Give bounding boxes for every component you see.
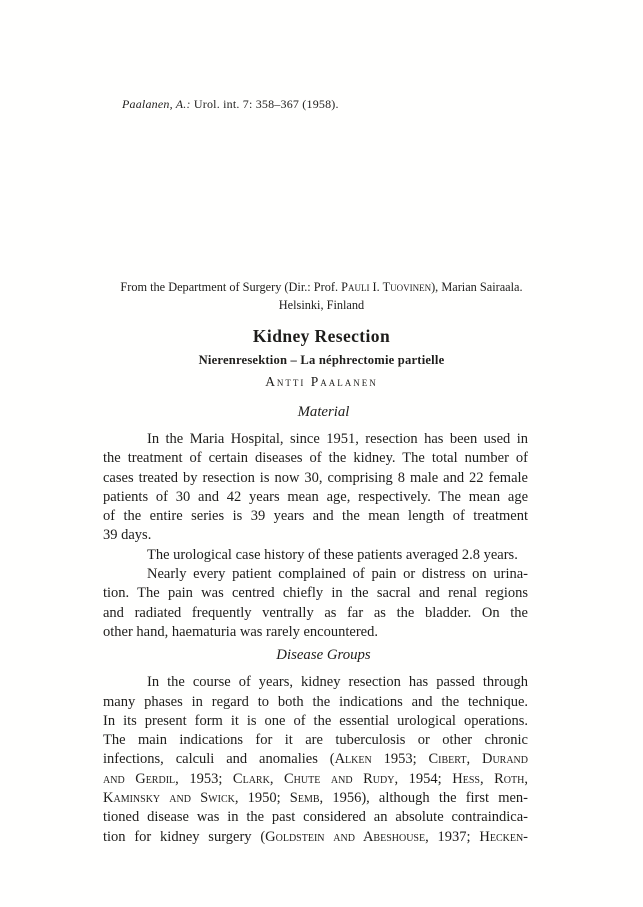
author-name: Antti Paalanen — [265, 374, 378, 389]
text-line — [103, 712, 528, 731]
article-title: Kidney Resection — [252, 326, 391, 346]
text-line — [103, 673, 528, 692]
text-run: Nearly every patient complained of pain or distress on urina- — [147, 566, 528, 583]
citation-journal: Urol. int. 7: 358–367 (1958). — [190, 97, 339, 111]
affiliation-line-2: Helsinki, Finland — [278, 297, 365, 312]
text-run: In the course of years, kidney resection has passed through — [147, 674, 528, 691]
text-line — [103, 731, 528, 750]
text-run: tion for kidney surgery ( — [103, 828, 266, 845]
text-run: other hand, haematuria was rarely encountered. — [103, 623, 378, 640]
affiliation-pre: From the Department of Surgery (Dir.: Prof. — [120, 280, 342, 294]
text-line — [103, 770, 528, 789]
text-run: ), although the first men- — [361, 790, 528, 807]
paragraph — [103, 430, 528, 546]
section-heading: Material — [297, 404, 350, 420]
text-line — [103, 623, 528, 642]
section-heading: Disease Groups — [276, 647, 371, 664]
article-body — [103, 403, 528, 847]
cited-author-smallcaps: and Gerdil, 1953; Clark, Chute and Rudy, 1954; Hess, Roth, — [103, 770, 528, 787]
text-line — [103, 430, 528, 449]
running-head-citation — [122, 97, 339, 111]
text-run: tion. The pain was centred chiefly in the sacral and renal regions — [103, 585, 528, 602]
text-line — [103, 828, 528, 847]
text-run: The urological case history of these patients averaged 2.8 years. — [147, 546, 518, 563]
text-run: , 1937; — [425, 828, 480, 845]
text-run: tioned disease was in the past considered an absolute contraindica- — [103, 809, 528, 826]
citation-author: Paalanen, A.: — [122, 97, 191, 111]
paragraph — [103, 673, 528, 847]
paragraph — [103, 546, 528, 565]
cited-author-smallcaps: Hecken- — [479, 828, 528, 845]
affiliation-post: ), Marian Sairaala. — [431, 280, 523, 294]
text-line — [103, 693, 528, 712]
text-line — [103, 546, 528, 565]
text-run: of the entire series is 39 years and the mean length of treatment — [103, 508, 528, 525]
text-run: patients of 30 and 42 years mean age, respectively. The mean age — [103, 488, 528, 505]
text-run: infections, calculi and anomalies ( — [103, 751, 335, 768]
text-run: In its present form it is one of the essential urological operations. — [103, 712, 528, 729]
text-line — [103, 449, 528, 468]
text-run: and radiated frequently ventrally as far as the bladder. On the — [103, 604, 528, 621]
text-line — [103, 507, 528, 526]
text-line — [103, 604, 528, 623]
text-line — [103, 750, 528, 769]
affiliation-block — [0, 279, 643, 314]
text-run: the treatment of certain diseases of the kidney. The total number of — [103, 450, 528, 467]
paragraph — [103, 565, 528, 642]
article-subtitle: Nierenresektion – La néphrectomie partielle — [198, 353, 445, 367]
text-run: many phases in regard to both the indications and the technique. — [103, 693, 528, 710]
cited-author-smallcaps: Kaminsky and Swick, 1950; Semb, 1956 — [103, 790, 362, 807]
text-run: The main indications for it are tuberculosis or other chronic — [103, 732, 528, 749]
text-run: In the Maria Hospital, since 1951, resection has been used in — [147, 431, 528, 447]
text-run: cases treated by resection is now 30, comprising 8 male and 22 female — [103, 469, 528, 486]
text-line — [103, 526, 528, 545]
text-line — [103, 789, 528, 808]
text-run: 39 days. — [103, 527, 152, 544]
affiliation-line-1 — [0, 279, 643, 297]
text-line — [103, 584, 528, 603]
cited-author-smallcaps: Goldstein and Abeshouse — [265, 828, 426, 845]
text-line — [103, 488, 528, 507]
text-line — [103, 808, 528, 827]
cited-author-smallcaps: Alken 1953; Cibert, Durand — [334, 751, 528, 768]
affiliation-director-name: Pauli I. Tuovinen — [341, 280, 432, 294]
text-line — [103, 469, 528, 488]
text-line — [103, 565, 528, 584]
